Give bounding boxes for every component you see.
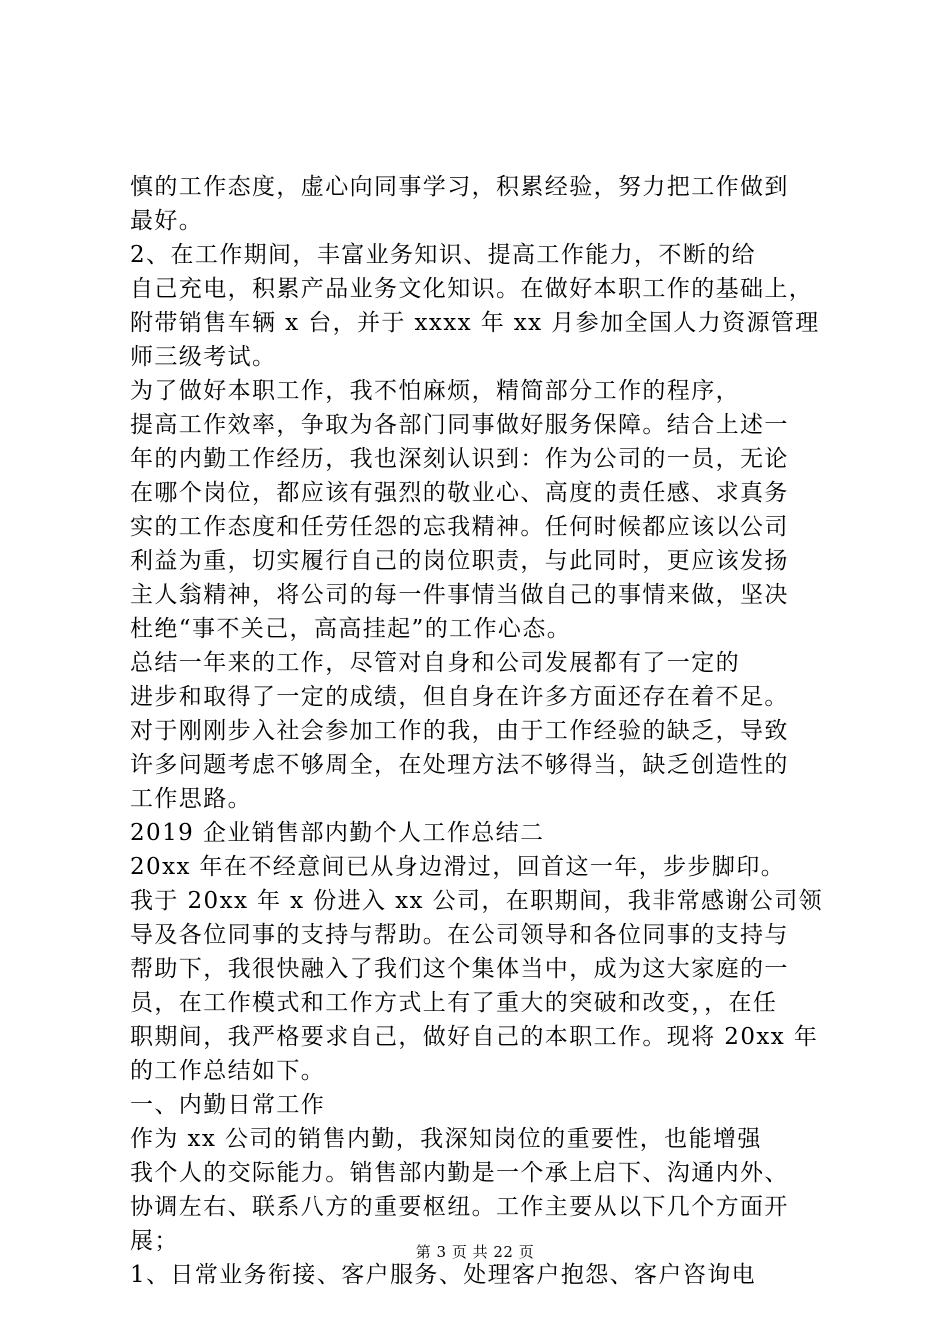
- text-line: 我于 20xx 年 x 份进入 xx 公司，在职期间，我非常感谢公司领: [130, 888, 823, 914]
- text-line: 作为 xx 公司的销售内勤，我深知岗位的重要性，也能增强: [130, 1126, 762, 1152]
- text-line: 自己充电，积累产品业务文化知识。在做好本职工作的基础上，: [130, 276, 814, 302]
- text-line: 20xx 年在不经意间已从身边滑过，回首这一年，步步脚印。: [130, 854, 786, 880]
- text-line: 最好。: [130, 208, 204, 234]
- section-heading: 2019 企业销售部内勤个人工作总结二: [130, 820, 545, 846]
- text-line: 师三级考试。: [130, 344, 277, 370]
- text-line: 提高工作效率，争取为各部门同事做好服务保障。结合上述一: [130, 412, 789, 438]
- text-line: 协调左右、联系八方的重要枢纽。工作主要从以下几个方面开: [130, 1194, 789, 1220]
- text-line: 慎的工作态度，虚心向同事学习，积累经验，努力把工作做到: [130, 174, 789, 200]
- text-line: 附带销售车辆 x 台，并于 xxxx 年 xx 月参加全国人力资源管理: [130, 310, 820, 336]
- section-heading: 一、内勤日常工作: [130, 1092, 326, 1118]
- text-line: 导及各位同事的支持与帮助。在公司领导和各位同事的支持与: [130, 922, 789, 948]
- body-text: [130, 170, 830, 1292]
- text-line: 实的工作态度和任劳任怨的忘我精神。任何时候都应该以公司: [130, 514, 789, 540]
- text-line: 工作思路。: [130, 786, 252, 812]
- text-line: 杜绝“事不关己，高高挂起”的工作心态。: [130, 616, 572, 642]
- text-line: 员，在工作模式和工作方式上有了重大的突破和改变，，在任: [130, 990, 778, 1016]
- text-line: 2、在工作期间，丰富业务知识、提高工作能力，不断的给: [130, 242, 757, 268]
- text-line: 在哪个岗位，都应该有强烈的敬业心、高度的责任感、求真务: [130, 480, 789, 506]
- text-line: 年的内勤工作经历，我也深刻认识到：作为公司的一员，无论: [130, 446, 789, 472]
- text-line: 进步和取得了一定的成绩，但自身在许多方面还存在着不足。: [130, 684, 789, 710]
- text-line: 的工作总结如下。: [130, 1058, 326, 1084]
- text-line: 主人翁精神，将公司的每一件事情当做自己的事情来做，坚决: [130, 582, 789, 608]
- text-line: 为了做好本职工作，我不怕麻烦，精简部分工作的程序，: [130, 378, 740, 404]
- text-line: 许多问题考虑不够周全，在处理方法不够得当，缺乏创造性的: [130, 752, 789, 778]
- page-number-footer: 第 3 页 共 22 页: [415, 1243, 535, 1261]
- text-line: 1、日常业务衔接、客户服务、处理客户抱怨、客户咨询电: [130, 1262, 757, 1288]
- text-line: 我个人的交际能力。销售部内勤是一个承上启下、沟通内外、: [130, 1160, 789, 1186]
- text-line: 总结一年来的工作，尽管对自身和公司发展都有了一定的: [130, 650, 740, 676]
- text-line: 展；: [130, 1228, 179, 1254]
- text-line: 职期间，我严格要求自己，做好自己的本职工作。现将 20xx 年: [130, 1024, 819, 1050]
- text-line: 对于刚刚步入社会参加工作的我，由于工作经验的缺乏，导致: [130, 718, 789, 744]
- text-line: 利益为重，切实履行自己的岗位职责，与此同时，更应该发扬: [130, 548, 789, 574]
- text-line: 帮助下，我很快融入了我们这个集体当中，成为这大家庭的一: [130, 956, 789, 982]
